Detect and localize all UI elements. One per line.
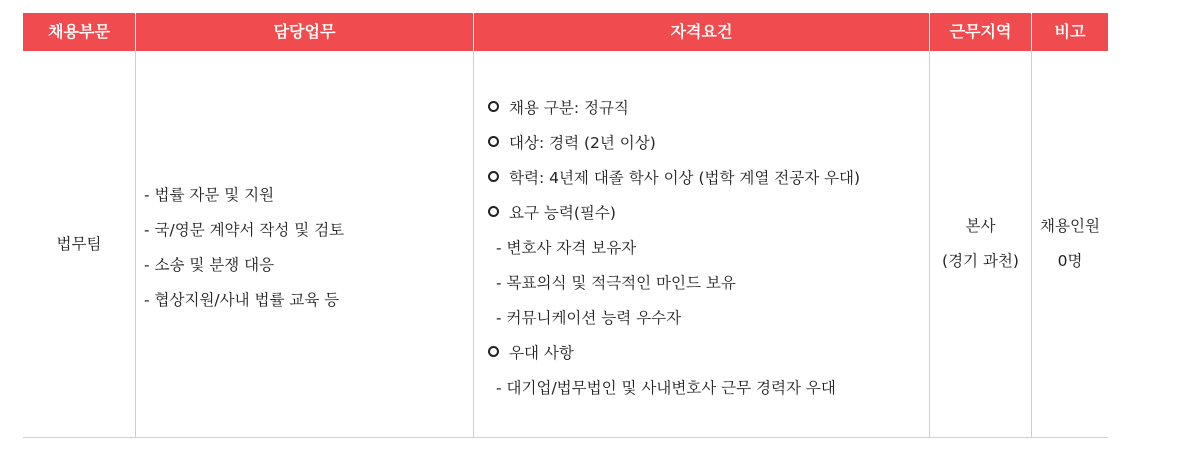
location-cell — [930, 51, 1031, 437]
qualification-item — [488, 161, 860, 196]
location-line: (경기 과천) — [942, 252, 1019, 270]
qualification-subitem: - 커뮤니케이션 능력 우수자 — [496, 309, 682, 327]
header-remarks: 비고 — [1054, 22, 1086, 41]
qualifications-cell — [474, 51, 929, 437]
header-duties: 담당업무 — [273, 22, 336, 41]
remarks-cell — [1032, 51, 1108, 437]
table-header-row — [23, 13, 1108, 51]
circle-bullet-icon — [488, 346, 499, 357]
qualification-subitem: - 목표의식 및 적극적인 마인드 보유 — [496, 274, 736, 292]
duties-list — [144, 178, 344, 318]
header-department: 채용부문 — [48, 22, 110, 41]
table-row — [23, 51, 1108, 438]
department-cell — [23, 51, 135, 437]
job-posting-table — [23, 13, 1108, 438]
qualification-text: 요구 능력(필수) — [509, 204, 616, 222]
qualification-item — [488, 336, 860, 371]
duties-cell — [136, 51, 473, 437]
duty-item: - 국/영문 계약서 작성 및 검토 — [144, 221, 345, 239]
qualification-item — [488, 91, 860, 126]
duty-item: - 협상지원/사내 법률 교육 등 — [144, 291, 340, 309]
remarks-text — [1040, 209, 1100, 279]
qualifications-list — [488, 91, 860, 406]
circle-bullet-icon — [488, 171, 499, 182]
circle-bullet-icon — [488, 136, 499, 147]
circle-bullet-icon — [488, 101, 499, 112]
location-line: 본사 — [965, 217, 996, 235]
qualification-text: 학력: 4년제 대졸 학사 이상 (법학 계열 전공자 우대) — [509, 169, 861, 187]
department-name: 법무팀 — [56, 234, 102, 253]
qualification-text: 우대 사항 — [509, 344, 574, 362]
qualification-subitem: - 대기업/법무법인 및 사내변호사 근무 경력자 우대 — [496, 379, 836, 397]
circle-bullet-icon — [488, 206, 499, 217]
duty-item: - 소송 및 분쟁 대응 — [144, 256, 275, 274]
remarks-line: 채용인원 — [1040, 217, 1100, 235]
remarks-line: 0명 — [1057, 252, 1083, 270]
qualification-item — [488, 126, 860, 161]
qualification-text: 채용 구분: 정규직 — [509, 99, 629, 117]
duty-item: - 법률 자문 및 지원 — [144, 186, 275, 204]
qualification-text: 대상: 경력 (2년 이상) — [509, 134, 656, 152]
header-qualifications: 자격요건 — [670, 22, 733, 41]
qualification-subitem: - 변호사 자격 보유자 — [496, 239, 637, 257]
location-text — [942, 209, 1019, 279]
header-location: 근무지역 — [949, 22, 1012, 41]
qualification-item — [488, 196, 860, 231]
